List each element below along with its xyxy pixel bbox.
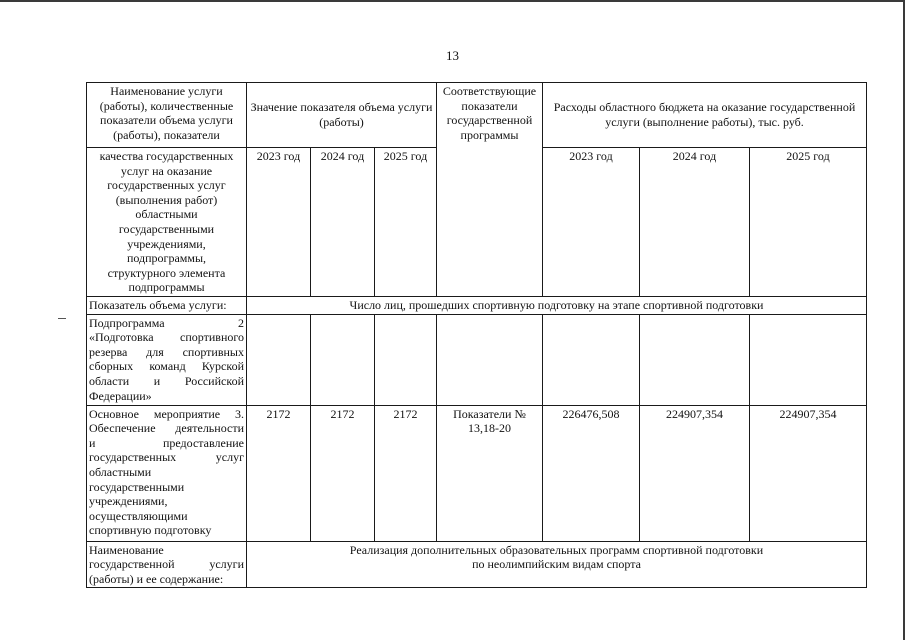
value-2023: 2172 — [247, 405, 311, 541]
expense-2023: 226476,508 — [543, 405, 640, 541]
value-2024: 2172 — [311, 405, 375, 541]
service-name-label — [87, 541, 247, 588]
service-name-line: (работы) и ее содержание: — [89, 571, 224, 586]
header-line: Наименование услуги — [110, 84, 223, 98]
empty-cell — [543, 314, 640, 405]
volume-indicator-row — [87, 296, 867, 314]
margin-tick-mark — [58, 318, 66, 319]
volume-indicator-value: Число лиц, прошедших спортивную подготовку на этапе спортивной подготовки — [247, 296, 867, 314]
main-event-line: учреждениями, — [89, 494, 168, 509]
subprogram-line: Федерации» — [89, 388, 152, 403]
header-expense-year-2025: 2025 год — [750, 148, 867, 297]
header-expenses: Расходы областного бюджета на оказание государственной услуги (выполнение работы), тыс. руб. — [543, 83, 867, 148]
header-service-name-top — [87, 83, 247, 148]
empty-cell — [247, 314, 311, 405]
header-expense-year-2023: 2023 год — [543, 148, 640, 297]
page-number: 13 — [446, 48, 459, 63]
header-service-name-bottom — [87, 148, 247, 297]
scan-border-top — [0, 0, 905, 2]
header-line: (работы), количественные — [99, 98, 234, 113]
header-line: государственных услуг — [107, 178, 226, 193]
header-year-2023: 2023 год — [247, 148, 311, 297]
main-event-line: и предоставление — [89, 435, 244, 450]
main-event-line: государственных услуг — [89, 450, 244, 465]
subprogram-name — [87, 314, 247, 405]
main-event-line: спортивную подготовку — [89, 523, 212, 538]
main-event-line: Основное мероприятие 3. — [89, 406, 244, 421]
header-line: учреждениями, — [127, 236, 206, 251]
header-year-2025: 2025 год — [375, 148, 437, 297]
header-year-2024: 2024 год — [311, 148, 375, 297]
subprogram-line: Подпрограмма 2 — [89, 315, 244, 330]
main-event-line: осуществляющими — [89, 508, 188, 523]
header-program-indicators: Соответствующие показатели государственной программы — [437, 83, 543, 297]
header-line: подпрограммы, — [126, 251, 207, 266]
subprogram-line: «Подготовка спортивного — [89, 330, 244, 345]
empty-cell — [640, 314, 750, 405]
expense-2025: 224907,354 — [750, 405, 867, 541]
empty-cell — [750, 314, 867, 405]
header-line: качества государственных — [99, 149, 234, 163]
header-row — [87, 83, 867, 148]
main-event-line: Обеспечение деятельности — [89, 421, 244, 436]
header-line: (выполнения работ) — [115, 192, 218, 207]
header-line: государственными — [118, 221, 215, 236]
header-line: подпрограммы — [128, 280, 205, 295]
service-content-line: по неолимпийским видам спорта — [472, 557, 641, 572]
value-2025: 2172 — [375, 405, 437, 541]
program-indicators-value: Показатели № 13,18-20 — [437, 405, 543, 541]
header-line: показатели объема услуги — [100, 113, 233, 128]
subprogram-line: резерва для спортивных — [89, 344, 244, 359]
header-line: (работы), показатели — [113, 127, 220, 142]
main-event-line: областными — [89, 464, 152, 479]
main-event-line: государственными — [89, 479, 185, 494]
header-expense-year-2024: 2024 год — [640, 148, 750, 297]
subprogram-line: области и Российской — [89, 373, 244, 388]
header-indicator-value: Значение показателя объема услуги (работы) — [247, 83, 437, 148]
service-name-line: государственной услуги — [89, 557, 244, 572]
service-content-line: Реализация дополнительных образовательных программ спортивной подготовки — [349, 542, 764, 557]
service-name-row — [87, 541, 867, 588]
subprogram-line: сборных команд Курской — [89, 359, 244, 374]
empty-cell — [311, 314, 375, 405]
header-line: областными — [135, 207, 198, 222]
expense-2024: 224907,354 — [640, 405, 750, 541]
empty-cell — [375, 314, 437, 405]
service-content — [247, 541, 867, 588]
budget-table — [86, 82, 867, 588]
main-event-row — [87, 405, 867, 541]
header-line: структурного элемента — [107, 265, 226, 280]
empty-cell — [437, 314, 543, 405]
header-line: услуг на оказание — [120, 163, 213, 178]
subprogram-row — [87, 314, 867, 405]
service-name-line: Наименование — [89, 542, 164, 557]
volume-indicator-label: Показатель объема услуги: — [87, 296, 247, 314]
main-event-name — [87, 405, 247, 541]
